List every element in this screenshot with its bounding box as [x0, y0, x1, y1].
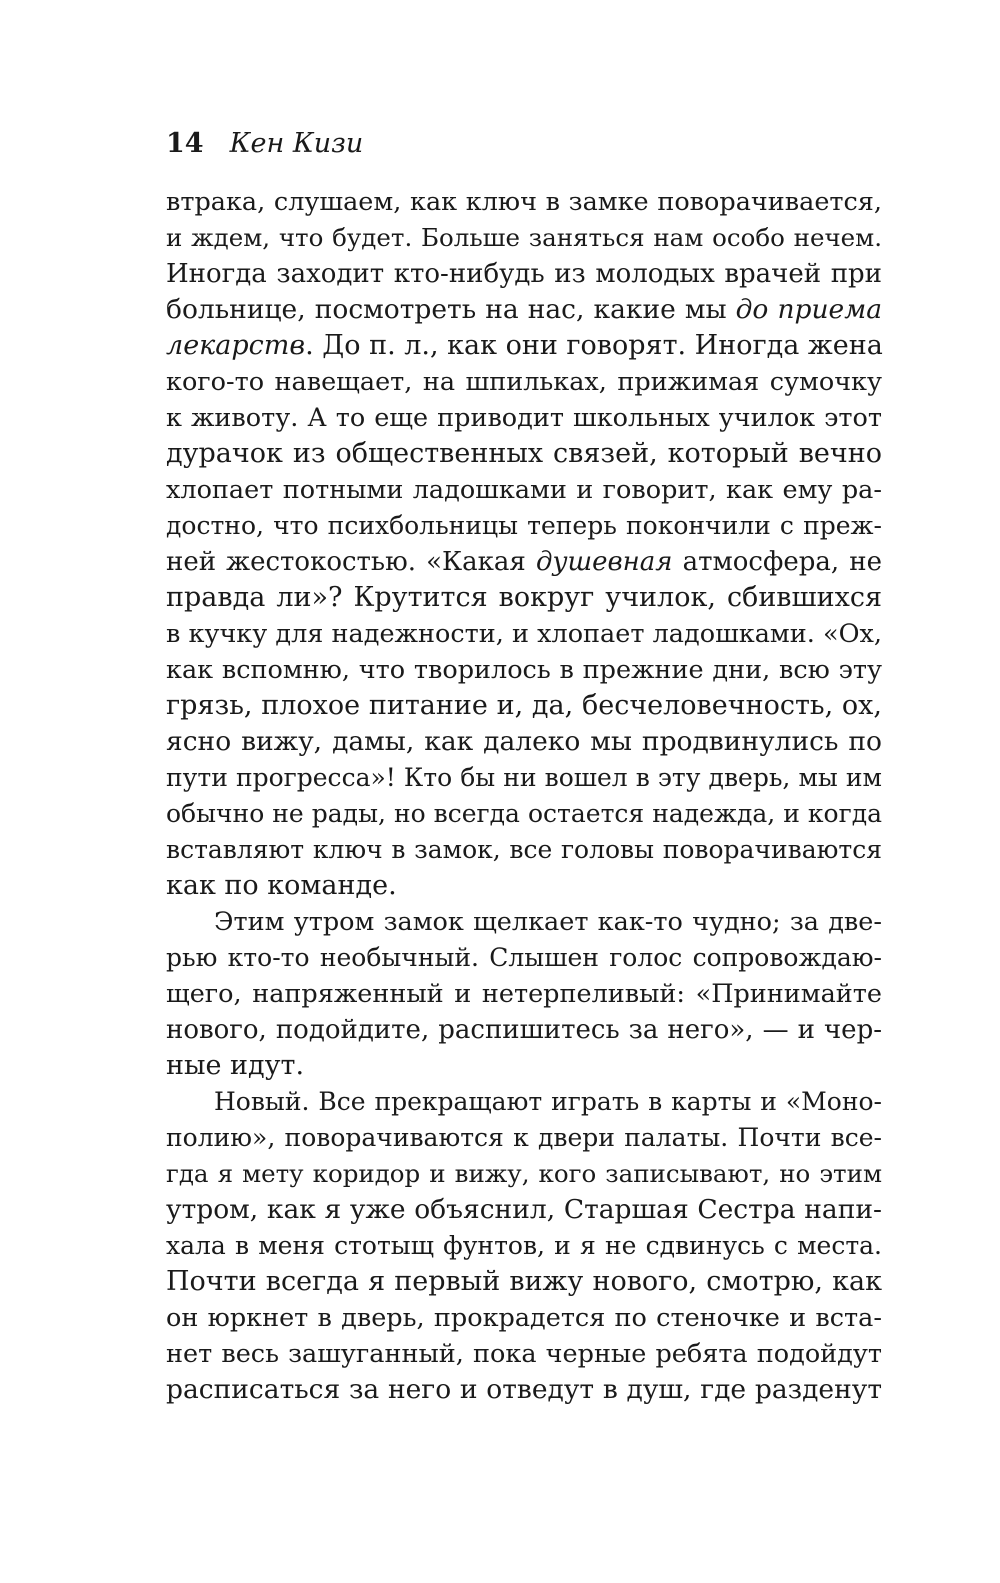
text-line: он юркнет в дверь, прокрадется по стеночке и вста- [166, 1303, 882, 1333]
text-line: лекарств. До п. л., как они говорят. Иногда жена [166, 330, 883, 361]
text-line: полию», поворачиваются к двери палаты. Почти все- [166, 1123, 882, 1152]
text-line: втрака, слушаем, как ключ в замке поворачивается, [166, 187, 882, 217]
text-line: больнице, посмотреть на нас, какие мы до приема [166, 294, 882, 325]
text-line: Новый. Все прекращают играть в карты и «Моно- [214, 1087, 882, 1116]
author-name: Кен Кизи [229, 128, 364, 159]
text-line: правда ли»? Крутится вокруг училок, сбившихся [166, 582, 882, 613]
text-line: расписаться за него и отведут в душ, где разденут [166, 1374, 882, 1405]
text-line: пути прогресса»! Кто бы ни вошел в эту дверь, мы им [166, 763, 882, 792]
text-line: хала в меня стотыщ фунтов, и я не сдвинусь с места. [166, 1231, 882, 1260]
text-line: хлопает потными ладошками и говорит, как ему ра- [166, 475, 882, 505]
text-line: как по команде. [166, 870, 397, 901]
text-line: Почти всегда я первый вижу нового, смотрю, как [166, 1266, 882, 1297]
text-line: как вспомню, что творилось в прежние дни, всю эту [166, 655, 882, 685]
text-line: нет весь зашуганный, пока черные ребята подойдут [166, 1339, 882, 1369]
text-line: ней жестокостью. «Какая душевная атмосфера, не [166, 547, 882, 577]
text-line: в кучку для надежности, и хлопает ладошками. «Ох, [166, 619, 882, 649]
text-line: к животу. А то еще приводит школьных училок этот [166, 403, 882, 433]
text-line: достно, что психбольницы теперь покончили с преж- [166, 511, 882, 540]
text-line: ные идут. [166, 1050, 305, 1081]
text-line: утром, как я уже объяснил, Старшая Сестра напи- [166, 1194, 882, 1225]
body-text [166, 184, 882, 1408]
text-line: ясно вижу, дамы, как далеко мы продвинулись по [166, 726, 882, 757]
text-line: Иногда заходит кто-нибудь из молодых врачей при [166, 259, 882, 289]
text-line: рью кто-то необычный. Слышен голос сопровождаю- [166, 943, 882, 972]
page-number: 14 [166, 128, 204, 159]
text-line: вставляют ключ в замок, все головы поворачиваются [166, 835, 882, 864]
text-line: нового, подойдите, распишитесь за него», — и чер- [166, 1015, 882, 1045]
text-line: кого-то навещает, на шпильках, прижимая сумочку [166, 367, 882, 397]
running-head [166, 126, 363, 162]
text-line: и ждем, что будет. Больше заняться нам особо нечем. [166, 223, 882, 252]
text-line: дурачок из общественных связей, который вечно [166, 438, 882, 469]
text-line: обычно не рады, но всегда остается надежда, и когда [166, 799, 882, 828]
text-line: гда я мету коридор и вижу, кого записывают, но этим [166, 1159, 882, 1188]
text-line: щего, напряженный и нетерпеливый: «Принимайте [166, 979, 882, 1009]
text-line: грязь, плохое питание и, да, бесчеловечность, ох, [166, 690, 882, 721]
text-line: Этим утром замок щелкает как-то чудно; за две- [214, 907, 882, 937]
